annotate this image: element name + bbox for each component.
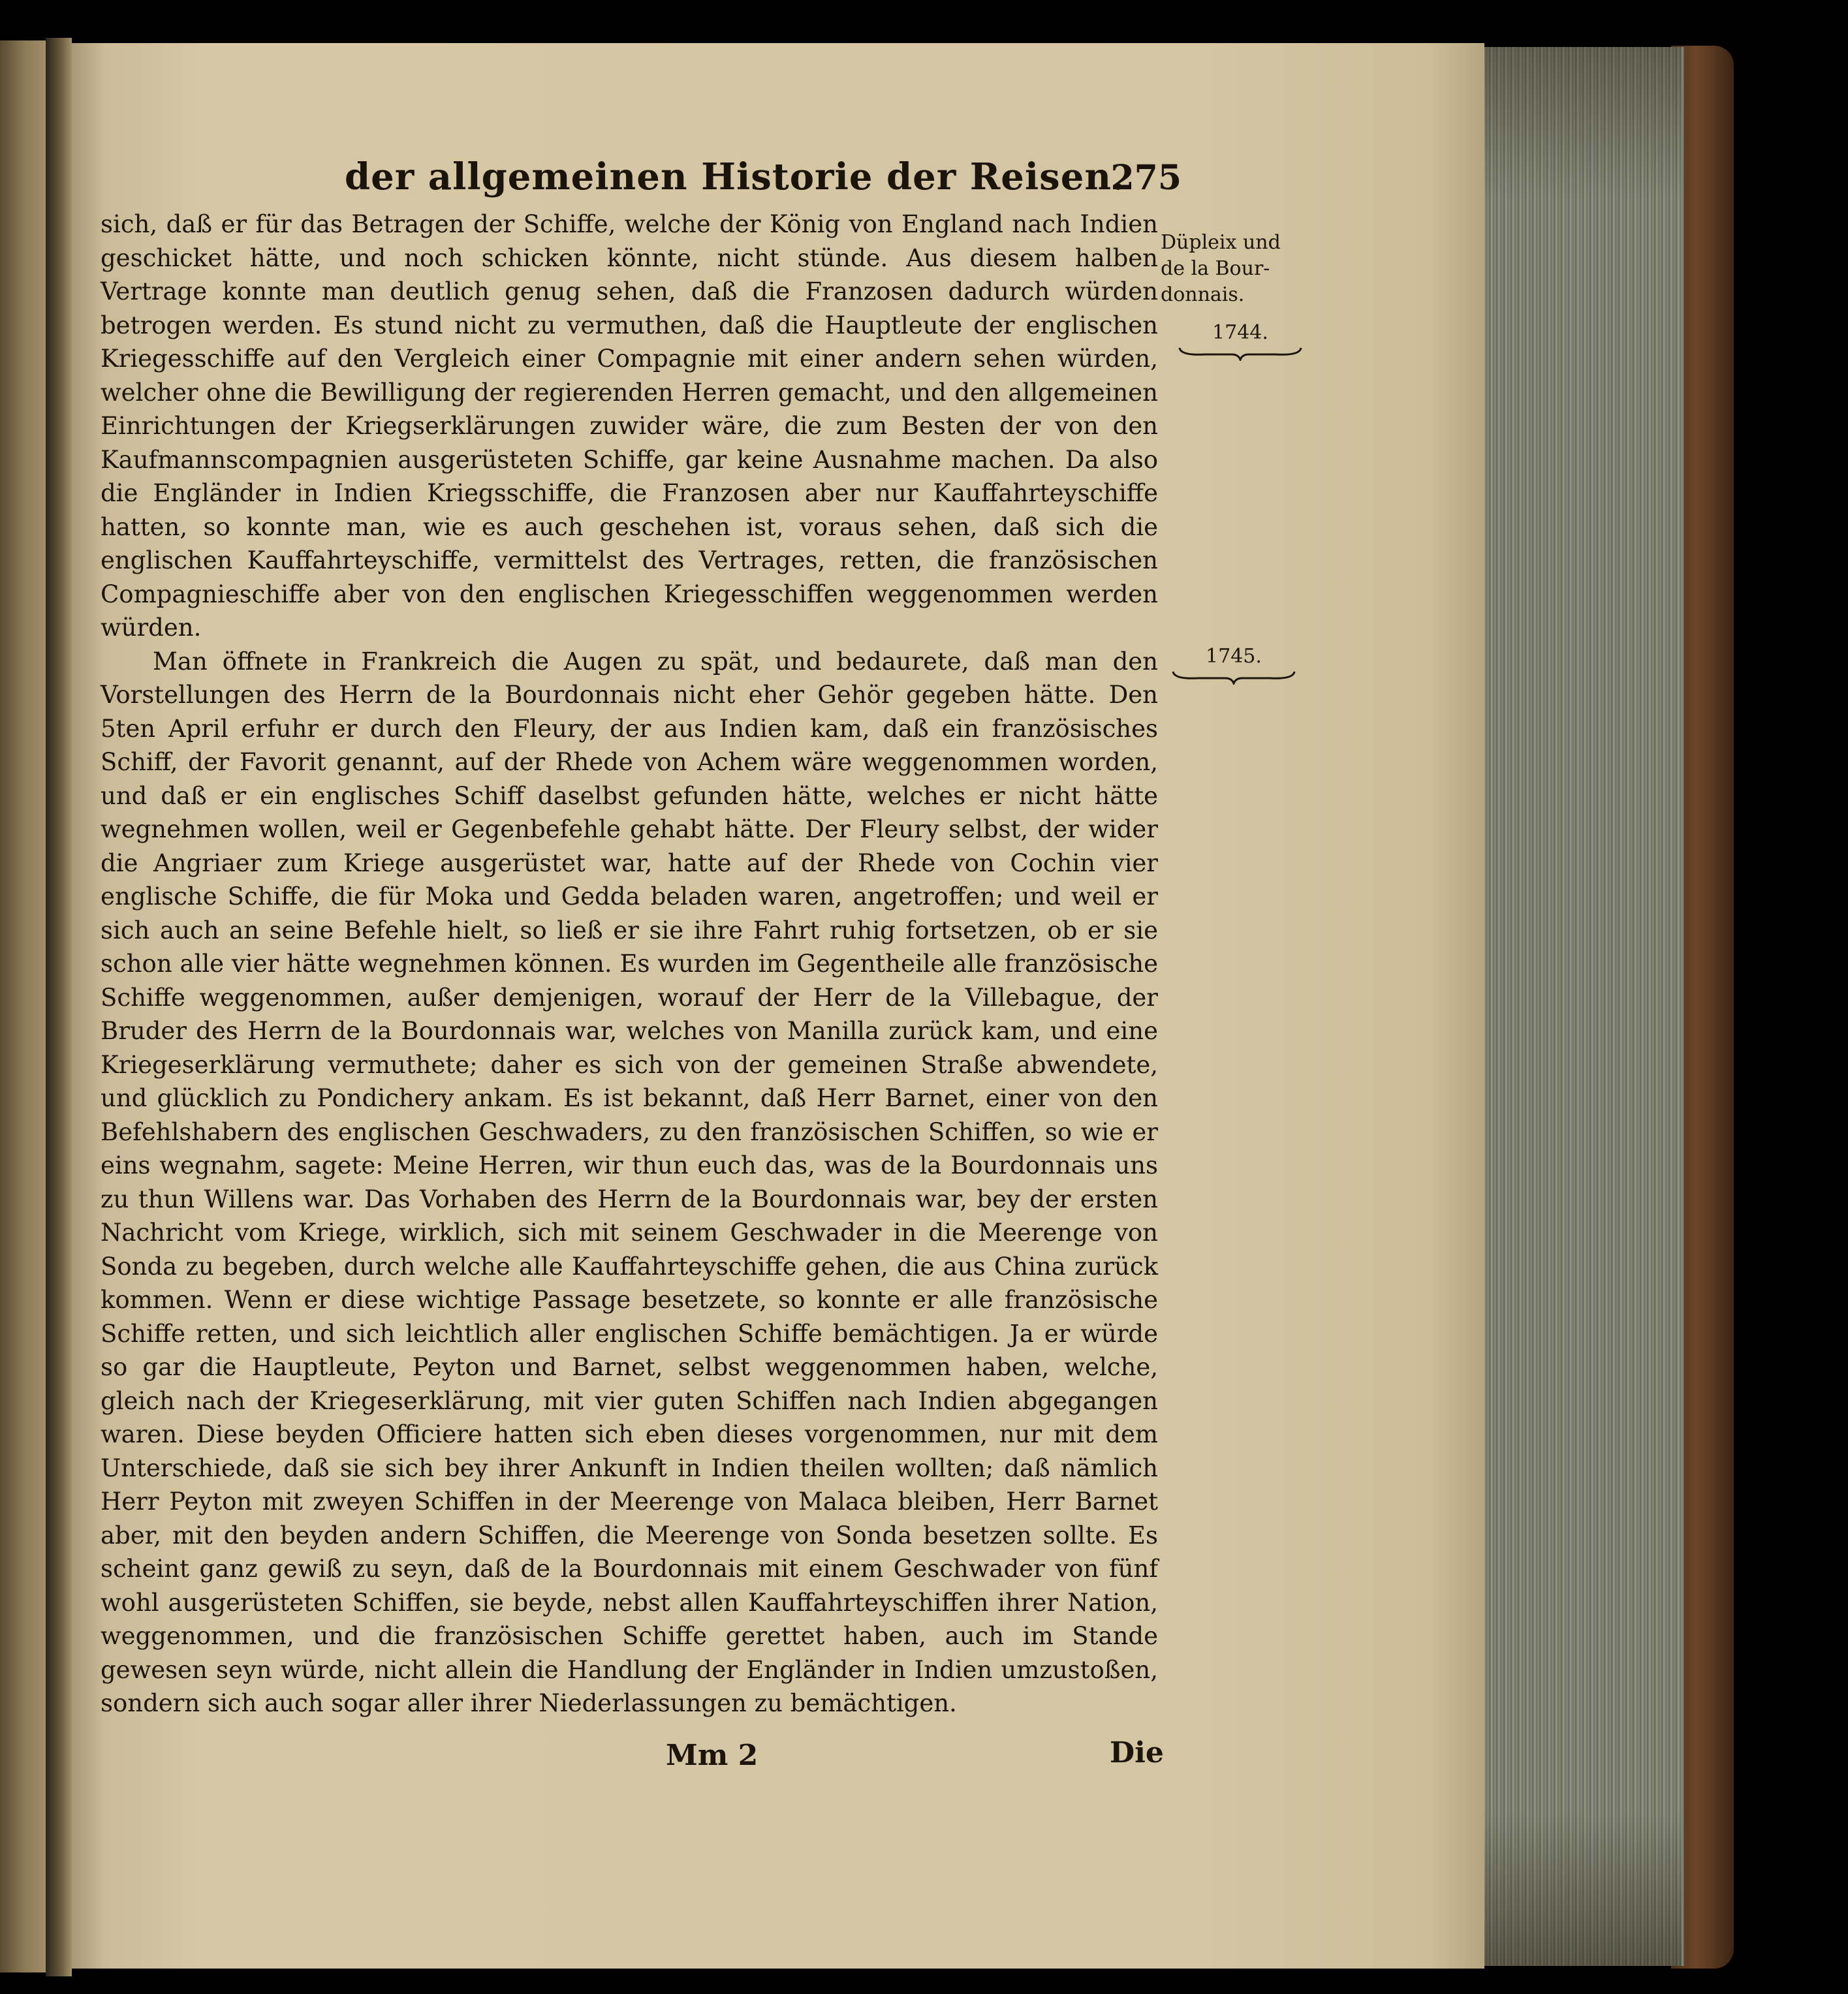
running-title: der allgemeinen Historie der Reisen. (345, 155, 1125, 198)
marginal-year (1168, 645, 1299, 685)
catchword: Die (1110, 1736, 1164, 1769)
page-block-shading (1477, 47, 1682, 1966)
marginal-note-line: donnais. (1161, 283, 1245, 306)
signature-mark: Mm 2 (666, 1739, 759, 1772)
marginal-note-line: Düpleix und (1161, 231, 1281, 254)
body-text (101, 208, 1158, 1721)
marginal-year (1175, 321, 1306, 361)
page-number: 275 (1110, 158, 1182, 198)
marginal-year-label: 1744. (1212, 321, 1268, 344)
paragraph: Man öffnete in Frankreich die Augen zu spät, und bedaurete, daß man den Vorstellungen des Herrn de la Bourdonnais nicht eher Gehör gegeben hätte. Den 5ten April erfuhr er durch den Fleury, der aus Indien kam, daß ein französisches Schiff, der Favorit genannt, auf der Rhede von Achem wäre weggenommen worden, und daß er ein englisches Schiff daselbst gefunden hätte, welches er nicht hätte wegnehmen wollen, weil er Gegenbefehle gehabt hätte. Der Fleury selbst, der wider die Angriaer zum Kriege ausgerüstet war, hatte auf der Rhede von Cochin vier englische Schiffe, die für Moka und Gedda beladen waren, angetroffen; und weil er sich auch an seine Befehle hielt, so ließ er sie ihre Fahrt ruhig fortsetzen, ob er sie schon alle vier hätte wegnehmen können. Es wurden im Gegentheile alle französische Schiffe weggenommen, außer demjenigen, worauf der Herr de la Villebague, der Bruder des Herrn de la Bourdonnais war, welches von Manilla zurück kam, und eine Kriegeserklärung vermuthete; daher es sich von der gemeinen Straße abwendete, und glücklich zu Pondichery ankam. Es ist bekannt, daß Herr Barnet, einer von den Befehlshabern des englischen Geschwaders, zu den französischen Schiffen, so wie er eins wegnahm, sagete: Meine Herren, wir thun euch das, was de la Bourdonnais uns zu thun Willens war. Das Vorhaben des Herrn de la Bourdonnais war, bey der ersten Nachricht vom Kriege, wirklich, sich mit seinem Geschwader in die Meerenge von Sonda zu begeben, durch welche alle Kauffahrteyschiffe gehen, die aus China zurück kommen. Wenn er diese wichtige Passage besetzete, so konnte er alle französische Schiffe retten, und sich leichtlich aller englischen Schiffe bemächtigen. Ja er würde so gar die Hauptleute, Peyton und Barnet, selbst weggenommen haben, welche, gleich nach der Kriegeserklärung, mit vier guten Schiffen nach Indien abgegangen waren. Diese beyden Officiere hatten sich eben dieses vorgenommen, nur mit dem Unterschiede, daß sie sich bey ihrer Ankunft in Indien theilen wollten; daß nämlich Herr Peyton mit zweyen Schiffen in der Meerenge von Malaca bleiben, Herr Barnet aber, mit den beyden andern Schiffen, die Meerenge von Sonda besetzen sollte. Es scheint ganz gewiß zu seyn, daß de la Bourdonnais mit einem Geschwader von fünf wohl ausgerüsteten Schiffen, sie beyde, nebst allen Kauffahrteyschiffen ihrer Nation, weggenommen, und die französischen Schiffe gerettet haben, auch im Stande gewesen seyn würde, nicht allein die Handlung der Engländer in Indien umzustoßen, sondern sich auch sogar aller ihrer Niederlassungen zu bemächtigen. (101, 647, 1158, 1717)
marginal-note (1161, 230, 1311, 308)
gutter-shadow (46, 38, 72, 1976)
brace-icon (1172, 669, 1296, 685)
marginal-note-line: de la Bour- (1161, 257, 1270, 280)
brace-icon (1178, 345, 1302, 361)
marginal-year-label: 1745. (1206, 645, 1262, 668)
paragraph: sich, daß er für das Betragen der Schiffe, welche der König von England nach Indien geschicket hätte, und noch schicken könnte, nicht stünde. Aus diesem halben Vertrage konnte man deutlich genug sehen, daß die Franzosen dadurch würden betrogen werden. Es stund nicht zu vermuthen, daß die Hauptleute der englischen Kriegesschiffe auf den Vergleich einer Compagnie mit einer andern sehen würden, welcher ohne die Bewilligung der regierenden Herren gemacht, und den allgemeinen Einrichtungen der Kriegserklärungen zuwider wäre, die zum Besten der von den Kaufmannscompagnien ausgerüsteten Schiffe, gar keine Ausnahme machen. Da also die Engländer in Indien Kriegsschiffe, die Franzosen aber nur Kauffahrteyschiffe hatten, so konnte man, wie es auch geschehen ist, voraus sehen, daß sich die englischen Kauffahrteyschiffe, vermittelst des Vertrages, retten, die französischen Compagnieschiffe aber von den englischen Kriegesschiffen weggenommen werden würden. (101, 210, 1158, 642)
page-header (345, 155, 1182, 208)
